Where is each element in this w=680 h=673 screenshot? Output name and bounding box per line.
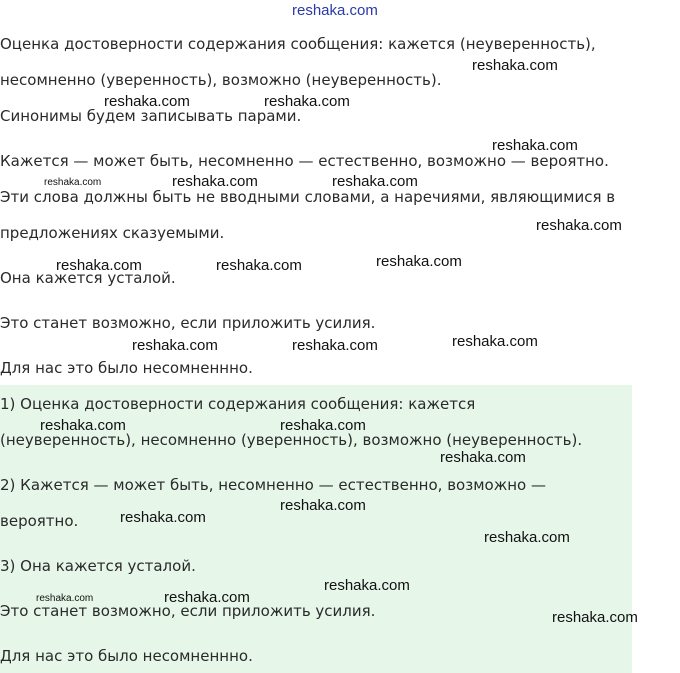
watermark: reshaka.com (44, 177, 102, 188)
task-line-4: Кажется — может быть, несомненно — естественно, возможно — вероятно. (0, 152, 609, 170)
watermark: reshaka.com (324, 577, 410, 594)
watermark: reshaka.com (40, 417, 126, 434)
watermark: reshaka.com (56, 257, 142, 274)
task-line-6: предложениях сказуемыми. (0, 224, 225, 242)
answer-line-2: (неуверенность), несомненно (уверенность), возможно (неуверенность). (0, 431, 583, 449)
answer-line-4: вероятно. (0, 512, 79, 530)
watermark: reshaka.com (492, 137, 578, 154)
header-watermark[interactable]: reshaka.com (292, 2, 378, 19)
task-line-9: Для нас это было несомненнно. (0, 359, 253, 377)
task-line-1: Оценка достоверности содержания сообщения: кажется (неуверенность), (0, 35, 596, 53)
task-line-7: Она кажется усталой. (0, 269, 176, 287)
watermark: reshaka.com (264, 93, 350, 110)
watermark: reshaka.com (172, 173, 258, 190)
watermark: reshaka.com (280, 497, 366, 514)
watermark: reshaka.com (104, 93, 190, 110)
watermark: reshaka.com (552, 609, 638, 626)
watermark: reshaka.com (440, 449, 526, 466)
watermark: reshaka.com (36, 593, 94, 604)
watermark: reshaka.com (376, 253, 462, 270)
watermark: reshaka.com (280, 417, 366, 434)
watermark: reshaka.com (164, 589, 250, 606)
watermark: reshaka.com (132, 337, 218, 354)
answer-line-6: Это станет возможно, если приложить усилия. (0, 602, 376, 620)
answer-line-3: 2) Кажется — может быть, несомненно — естественно, возможно — (0, 476, 546, 494)
watermark: reshaka.com (452, 333, 538, 350)
answer-line-5: 3) Она кажется усталой. (0, 557, 196, 575)
watermark: reshaka.com (536, 217, 622, 234)
watermark: reshaka.com (484, 529, 570, 546)
answer-line-7: Для нас это было несомненнно. (0, 647, 253, 665)
watermark: reshaka.com (472, 57, 558, 74)
watermark: reshaka.com (292, 337, 378, 354)
task-line-8: Это станет возможно, если приложить усилия. (0, 314, 376, 332)
answer-line-1: 1) Оценка достоверности содержания сообщения: кажется (0, 395, 476, 413)
task-line-3: Синонимы будем записывать парами. (0, 107, 302, 125)
watermark: reshaka.com (332, 173, 418, 190)
task-line-5: Эти слова должны быть не вводными словами, а наречиями, являющимися в (0, 188, 616, 206)
watermark: reshaka.com (120, 509, 206, 526)
watermark: reshaka.com (216, 257, 302, 274)
task-line-2: несомненно (уверенность), возможно (неуверенность). (0, 71, 442, 89)
